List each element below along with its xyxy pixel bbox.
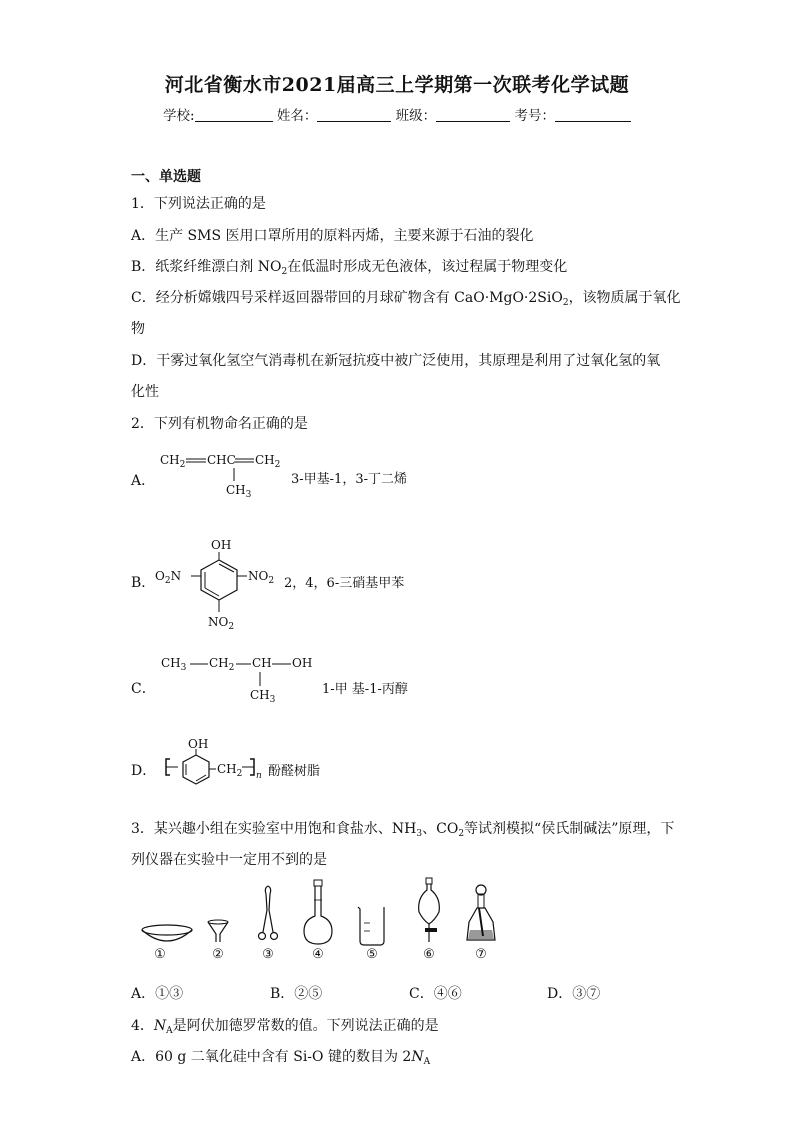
- q1-option-c: [131, 287, 681, 307]
- q2-b-name: 2，4，6-三硝基甲苯: [284, 576, 405, 591]
- instrument-label-2: ②: [212, 947, 224, 962]
- q2-a-structure: [160, 453, 290, 501]
- funnel-icon: [204, 880, 232, 944]
- q2-a-sub2: 2: [274, 460, 281, 470]
- q1-option-c-cont: 物: [131, 321, 145, 337]
- instrument-label-3: ③: [262, 947, 274, 962]
- q4-a-na-sub: A: [423, 1057, 431, 1067]
- q4-stem: [131, 1015, 439, 1035]
- instrument-label-6: ⑥: [423, 947, 435, 962]
- q2-c-sub1: 3: [180, 663, 187, 673]
- q2-b-no2-sub2: 2: [228, 622, 235, 632]
- q2-d-label: D．: [131, 763, 157, 779]
- q2-b-o2n: O: [155, 569, 165, 583]
- q2-c-ch2: CH: [209, 656, 229, 670]
- q3-choice-d[interactable]: D．③⑦: [547, 986, 601, 1002]
- school-field[interactable]: [195, 108, 273, 122]
- q2-b-o2n-n: N: [170, 569, 182, 583]
- q2-a-ch2-right: CH: [255, 453, 275, 467]
- instrument-label-1: ①: [154, 947, 166, 962]
- q3-sub2: 2: [458, 829, 465, 839]
- instrument-label-4: ④: [312, 947, 324, 962]
- q2-a-label: A．: [131, 473, 156, 489]
- number-field[interactable]: [555, 108, 631, 122]
- q2-a-ch2-left: CH: [160, 453, 180, 467]
- q3-text2: 、CO: [422, 821, 459, 837]
- q1-b-text: B．纸浆纤维漂白剂 NO: [131, 259, 282, 275]
- q2-a-sub3: 3: [245, 490, 252, 500]
- q3-choice-b[interactable]: B．②⑤: [270, 986, 323, 1002]
- page-title: 河北省衡水市2021届高三上学期第一次联考化学试题: [164, 74, 630, 96]
- q3-stem-cont: 列仪器在实验中一定用不到的是: [131, 852, 327, 868]
- q4-a-na: N: [411, 1049, 424, 1065]
- q2-b-no2-bottom: NO: [208, 615, 229, 629]
- q2-b-no2-sub: 2: [268, 576, 275, 586]
- q4-option-a: [131, 1046, 430, 1066]
- q2-d-name: 酚醛树脂: [268, 764, 321, 779]
- q2-c-ch3b: CH: [250, 688, 270, 702]
- q2-a-name: 3-甲基-1，3-丁二烯: [291, 472, 407, 487]
- q2-stem: 2．下列有机物命名正确的是: [131, 416, 308, 432]
- q2-d-sub: 2: [236, 769, 243, 779]
- section-heading: 一、单选题: [131, 169, 201, 185]
- q2-c-structure: [161, 656, 321, 704]
- q2-d-structure: [166, 737, 266, 787]
- q2-c-ch3: CH: [161, 656, 181, 670]
- q3-choice-c[interactable]: C．④⑥: [409, 986, 462, 1002]
- name-label: 姓名：: [276, 108, 318, 124]
- q4-text: 是阿伏加德罗常数的值。下列说法正确的是: [172, 1018, 439, 1034]
- q4-na-sub: A: [166, 1026, 173, 1036]
- q2-a-sub1: 2: [179, 460, 186, 470]
- q1-option-d-cont: 化性: [131, 384, 159, 400]
- q4-na: N: [153, 1018, 167, 1034]
- q1-c-sub: 2: [562, 298, 569, 308]
- q2-d-ch2: CH: [217, 762, 237, 776]
- q2-d-oh: OH: [188, 737, 209, 751]
- q2-c-ch: CH: [252, 656, 272, 670]
- instrument-label-5: ⑤: [366, 947, 378, 962]
- q2-c-label: C．: [131, 681, 156, 697]
- volumetric-flask-icon: [301, 876, 335, 946]
- name-field[interactable]: [317, 108, 391, 122]
- number-label: 考号：: [514, 108, 555, 124]
- q3-stem: [131, 818, 674, 838]
- q2-c-oh: OH: [292, 656, 313, 670]
- q2-b-structure: [155, 538, 280, 633]
- separatory-funnel-icon: [411, 876, 447, 946]
- instrument-label-7: ⑦: [475, 947, 487, 962]
- q4-num: 4．: [131, 1018, 154, 1034]
- q1-option-a: A．生产 SMS 医用口罩所用的原料丙烯，主要来源于石油的裂化: [131, 228, 534, 244]
- q2-d-n: n: [256, 771, 262, 781]
- q2-a-chc: CHC: [207, 453, 236, 467]
- class-label: 班级：: [395, 108, 437, 124]
- q1-c-text: C．经分析嫦娥四号采样返回器带回的月球矿物含有 CaO·MgO·2SiO: [131, 290, 563, 306]
- q1-b-text2: 在低温时形成无色液体，该过程属于物理变化: [287, 259, 568, 275]
- q2-b-o2n-sub: 2: [164, 576, 171, 586]
- q2-c-sub3: 3: [269, 695, 276, 705]
- q1-c-text2: ，该物质属于氧化: [568, 290, 681, 306]
- alcohol-lamp-icon: [463, 878, 499, 946]
- q3-text3: 等试剂模拟“侯氏制碱法”原理，下: [464, 821, 675, 837]
- school-label: 学校:: [163, 108, 195, 124]
- q1-option-b: [131, 256, 567, 276]
- q1-option-d: D．干雾过氧化氢空气消毒机在新冠抗疫中被广泛使用，其原理是利用了过氧化氢的氧: [131, 353, 661, 369]
- q3-choices: [131, 983, 651, 1003]
- q2-c-name: 1-甲 基-1-丙醇: [322, 682, 408, 697]
- evaporating-dish-icon: [138, 880, 196, 944]
- q2-b-oh: OH: [211, 538, 232, 552]
- beaker-icon: [356, 903, 388, 947]
- q2-b-no2-right: NO: [248, 569, 269, 583]
- class-field[interactable]: [436, 108, 510, 122]
- q2-a-ch3: CH: [226, 483, 246, 497]
- crucible-tongs-icon: [256, 880, 280, 944]
- q3-choice-a[interactable]: A．①③: [131, 986, 184, 1002]
- q1-b-sub: 2: [281, 267, 288, 277]
- q3-sub1: 3: [416, 829, 423, 839]
- q1-stem: 1．下列说法正确的是: [131, 196, 266, 212]
- q2-d-ring: [166, 737, 266, 787]
- student-info-line: [163, 104, 631, 124]
- q2-b-label: B．: [131, 575, 156, 591]
- q2-c-sub2: 2: [228, 663, 235, 673]
- q3-text1: 3．某兴趣小组在实验室中用饱和食盐水、NH: [131, 821, 417, 837]
- q4-a-text: A．60 g 二氧化硅中含有 Si-O 键的数目为 2: [131, 1049, 412, 1065]
